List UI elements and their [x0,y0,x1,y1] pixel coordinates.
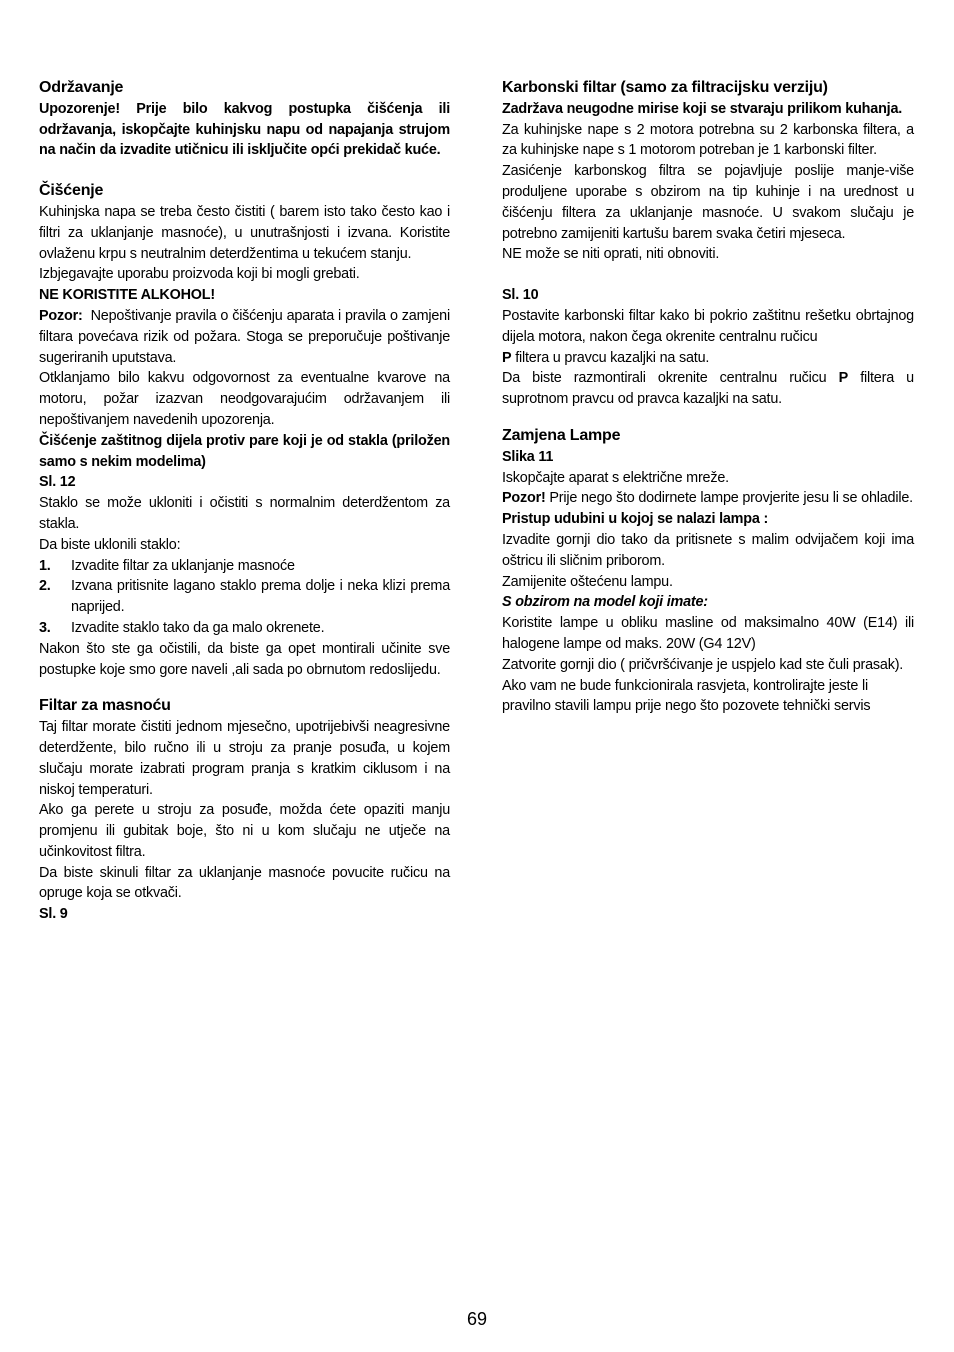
list-item-number: 1. [39,557,51,574]
list-item-text: Izvadite staklo tako da ga malo okrenete. [71,619,325,636]
filtar-heading: Filtar za masnoću [39,697,171,715]
pozor-label: Pozor! [502,490,546,507]
lamp-access-heading: Pristup udubini u kojoj se nalazi lampa : [502,511,769,528]
karbon-paragraph-1: Za kuhinjske nape s 2 motora potrebna su 2 karbonska filtera, a za kuhinjske nape s 1 motorom potreban je 1 karbonski filter. [502,121,914,159]
handle-p-label: P [502,349,512,366]
ciscenje-paragraph-1: Kuhinjska napa se treba često čistiti ( barem isto tako često kao i filtri za uklanjanje masnoće), u unutrašnjosti i izvana. Koristite ovlaženu krpu s neutralnim deterdžentima u tekućem stanju. [39,203,450,262]
no-alcohol-warning: NE KORISTITE ALKOHOL! [39,287,215,304]
lampa-pozor-paragraph [502,488,914,509]
filtar-paragraph-3: Da biste skinuli filtar za uklanjanje masnoće povucite ručicu na opruge koja se otkvači. [39,864,450,902]
list-item [39,618,450,639]
odrzavanje-heading: Održavanje [39,79,124,96]
list-item [39,576,450,618]
list-item-text: Izvana pritisnite lagano staklo prema dolje i neka klizi prema naprijed. [71,578,450,616]
lampa-paragraph-4: Koristite lampe u obliku masline od maksimalno 40W (E14) ili halogene lampe od maks. 20W (G4 12V) [502,615,914,652]
figure-ref-11: Slika 11 [502,448,554,465]
odrzavanje-warning: Upozorenje! Prije bilo kakvog postupka čišćenja ili održavanja, iskopčajte kuhinjsku napu od napajanja strujom na način da izvadite utičnicu ili isključite opći prekidač kuće. [39,100,450,159]
glass-paragraph-2: Da biste uklonili staklo: [39,536,181,553]
karbon-intro: Zadržava neugodne mirise koji se stvaraju prilikom kuhanja. [502,100,903,117]
filtar-paragraph-2: Ako ga perete u stroju za posuđe, možda ćete opaziti manju promjenu ili gubitak boje, što ni u kom slučaju ne utječe na učinkovitost filtra. [39,802,450,860]
glass-paragraph-3: Nakon što ste ga očistili, da biste ga opet montirali učinite sve postupke koje smo gore naveli ,ali sada po obrnutom redoslijedu. [39,640,450,678]
karbon-heading: Karbonski filtar (samo za filtracijsku verziju) [502,79,828,96]
sl10-text-a: Postavite karbonski filtar kako bi pokrio zaštitnu rešetku obrtajnog dijela motora, nakon čega okrenite centralnu ručicu [502,307,914,345]
lampa-paragraph-5: Zatvorite gornji dio ( pričvršćivanje je uspjelo kad ste čuli prasak). [502,656,904,673]
pozor-paragraph [39,306,450,368]
ciscenje-paragraph-2: Izbjegavajte uporabu proizvoda koji bi mogli grebati. [39,266,360,283]
lampa-paragraph-1: Iskopčajte aparat s električne mreže. [502,469,729,486]
left-column [39,78,450,925]
sl10-text-b: filtera u pravcu kazaljki na satu. [511,349,710,366]
sl10-text-c: Da biste razmontirali okrenite centralnu ručicu [502,370,839,387]
lampa-paragraph-2: Izvadite gornji dio tako da pritisnete s malim odvijačem koji ima oštricu ili sličnim priborom. [502,531,914,569]
karbon-paragraph-3: NE može se niti oprati, niti obnoviti. [502,246,720,263]
pozor-label: Pozor: [39,307,83,324]
right-column [502,78,914,717]
sl10-text-d: filtera u suprotnom pravcu od pravca kazaljki na satu. [502,370,914,408]
lampa-paragraph-6: Ako vam ne bude funkcionirala rasvjeta, kontrolirajte jeste li pravilno stavili lampu prije nego što pozovete tehnički servis [502,677,871,715]
lampa-paragraph-3: Zamijenite oštećenu lampu. [502,573,673,590]
karbon-paragraph-2: Zasićenje karbonskog filtra se pojavljuje poslije manje-više produljene uporabe s obzirom na tip kuhinje i na urednost u čišćenju filtera za uklanjanje masnoće. U svakom slučaju je potrebno zamijeniti kartušu barem svaka četiri mjeseca. [502,163,914,242]
handle-p-label: P [838,370,849,387]
list-item-number: 2. [39,578,51,595]
list-item [39,556,450,577]
lampa-heading: Zamjena Lampe [502,426,621,444]
ciscenje-heading: Čišćenje [39,182,104,200]
list-item-text: Izvadite filtar za uklanjanje masnoće [71,557,295,574]
figure-ref-12: Sl. 12 [39,474,76,491]
list-item-number: 3. [39,619,51,636]
liability-paragraph: Otklanjamo bilo kakvu odgovornost za eventualne kvarove na motoru, požar izazvan neodgovarajućim održavanjem ili nepoštivanjem navedenih upozorenja. [39,370,450,428]
figure-ref-10: Sl. 10 [502,287,539,304]
pozor-text: Prije nego što dodirnete lampe provjerite jesu li se ohladile. [545,490,913,507]
sl10-paragraph-1 [502,306,914,368]
page-number: 69 [466,1309,488,1329]
glass-cleaning-heading: Čišćenje zaštitnog dijela protiv pare koji je od stakla (priložen samo s nekim modelima) [39,432,450,470]
figure-ref-9: Sl. 9 [39,906,68,923]
pozor-text: Nepoštivanje pravila o čišćenju aparata i pravila o zamjeni filtara povećava rizik od požara. Stoga se preporučuje poštivanje sugeriranih uputstava. [39,307,450,366]
glass-paragraph-1: Staklo se može ukloniti i očistiti s normalnim deterdžentom za stakla. [39,495,450,532]
sl10-paragraph-2 [502,368,914,410]
model-note: S obzirom na model koji imate: [502,594,708,611]
filtar-paragraph-1: Taj filtar morate čistiti jednom mjesečno, upotrijebivši neagresivne deterdžente, bilo ručno ili u stroju za pranje posuđa, u kojem slučaju morate izabrati program pranja s kratkim ciklusom i na niskoj temperaturi. [39,719,450,798]
